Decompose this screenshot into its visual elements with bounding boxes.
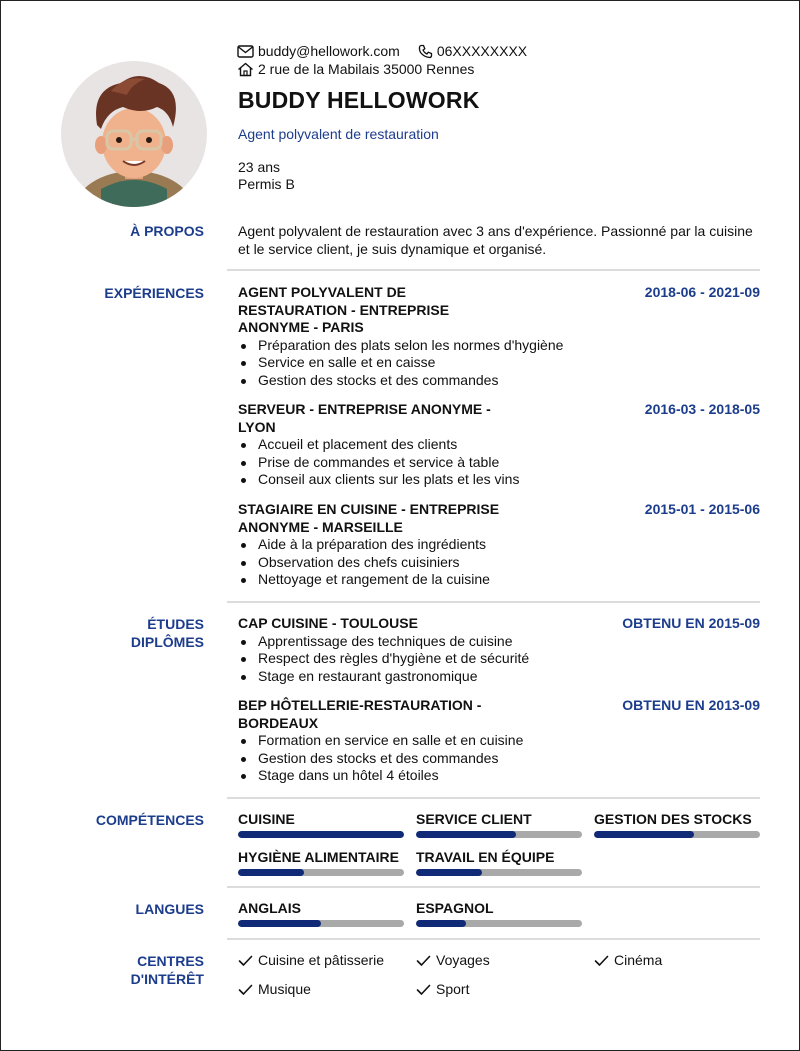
skill-level-bar	[416, 831, 582, 838]
language-name: ESPAGNOL	[416, 900, 494, 916]
language-level-fill	[416, 920, 466, 927]
checkmark-icon	[416, 955, 431, 967]
education-title: CAP CUISINE - TOULOUSE	[238, 615, 418, 631]
age-text: 23 ans	[238, 159, 281, 175]
interest-item	[238, 952, 384, 969]
skill-name: TRAVAIL EN ÉQUIPE	[416, 849, 555, 865]
phone-group	[418, 42, 527, 60]
interest-label: Voyages	[436, 952, 490, 968]
experience-title: SERVEUR - ENTREPRISE ANONYME - LYON	[238, 401, 491, 435]
divider-experiences	[227, 601, 760, 603]
experience-date: 2016-03 - 2018-05	[644, 401, 760, 417]
language-name: ANGLAIS	[238, 900, 301, 916]
interest-label: Sport	[436, 981, 470, 997]
education-date: OBTENU EN 2013-09	[622, 697, 760, 713]
language-level-bar	[238, 920, 404, 927]
house-icon	[237, 62, 254, 77]
interest-item	[238, 981, 311, 998]
skill-level-bar	[594, 831, 760, 838]
avatar	[61, 61, 207, 207]
bullet-item: Accueil et placement des clients	[238, 436, 760, 454]
checkmark-icon	[238, 984, 253, 996]
education-entry	[238, 615, 760, 685]
bullet-item: Prise de commandes et service à table	[238, 454, 760, 472]
contact-row-primary	[237, 42, 527, 60]
skill-item	[416, 849, 582, 876]
skill-item	[594, 811, 760, 838]
skill-level-bar	[238, 869, 404, 876]
section-label-skills: COMPÉTENCES	[95, 812, 204, 828]
education-date: OBTENU EN 2015-09	[622, 615, 760, 631]
education-bullets	[238, 633, 760, 686]
avatar-illustration	[61, 61, 207, 207]
bullet-item: Observation des chefs cuisiniers	[238, 554, 760, 572]
skill-level-fill	[238, 869, 304, 876]
experience-entry	[238, 284, 760, 389]
phone-text: 06XXXXXXXX	[436, 43, 528, 59]
bullet-item: Nettoyage et rangement de la cuisine	[238, 571, 760, 589]
divider-education	[227, 797, 760, 799]
job-title: Agent polyvalent de restauration	[238, 126, 439, 142]
skill-level-fill	[416, 831, 516, 838]
experience-date: 2015-01 - 2015-06	[644, 501, 760, 517]
checkmark-icon	[594, 955, 609, 967]
experience-bullets	[238, 337, 760, 390]
envelope-icon	[237, 45, 254, 58]
divider-skills	[227, 886, 760, 888]
bullet-item: Apprentissage des techniques de cuisine	[238, 633, 760, 651]
phone-icon	[418, 44, 433, 59]
about-text: Agent polyvalent de restauration avec 3 ans d'expérience. Passionné par la cuisine et le service client, je suis dynamique et organisé.	[238, 223, 753, 257]
divider-about	[227, 269, 760, 271]
interest-item	[416, 981, 469, 998]
section-label-about: À PROPOS	[130, 223, 204, 239]
interest-label: Cinéma	[614, 952, 663, 968]
skill-name: CUISINE	[238, 811, 295, 827]
section-label-line: ÉTUDES	[147, 616, 204, 632]
candidate-name: BUDDY HELLOWORK	[238, 87, 480, 113]
interest-label: Musique	[258, 981, 311, 997]
section-label-experiences: EXPÉRIENCES	[104, 285, 204, 301]
skill-item	[416, 811, 582, 838]
skill-level-bar	[416, 869, 582, 876]
skill-item	[238, 811, 404, 838]
experience-date: 2018-06 - 2021-09	[644, 284, 760, 300]
interest-label: Cuisine et pâtisserie	[258, 952, 385, 968]
skill-item	[238, 849, 404, 876]
experience-title: AGENT POLYVALENT DE RESTAURATION - ENTREPRISE ANONYME - PARIS	[238, 284, 450, 335]
divider-languages	[227, 938, 760, 940]
section-label-line: D'INTÉRÊT	[130, 971, 204, 987]
bullet-item: Respect des règles d'hygiène et de sécurité	[238, 650, 760, 668]
bullet-item: Préparation des plats selon les normes d'hygiène	[238, 337, 760, 355]
skill-level-fill	[238, 831, 404, 838]
bullet-item: Formation en service en salle et en cuisine	[238, 732, 760, 750]
bullet-item: Stage en restaurant gastronomique	[238, 668, 760, 686]
license-text: Permis B	[238, 176, 295, 192]
section-label-education	[131, 615, 204, 651]
skill-name: GESTION DES STOCKS	[594, 811, 752, 827]
skill-level-fill	[416, 869, 482, 876]
personal-details	[238, 159, 295, 193]
education-title: BEP HÔTELLERIE-RESTAURATION - BORDEAUX	[238, 697, 482, 731]
bullet-item: Service en salle et en caisse	[238, 354, 760, 372]
checkmark-icon	[416, 984, 431, 996]
contact-info	[237, 42, 527, 78]
experience-entry	[238, 501, 760, 589]
experience-title: STAGIAIRE EN CUISINE - ENTREPRISE ANONYME - MARSEILLE	[238, 501, 500, 535]
interest-item	[594, 952, 662, 969]
section-label-line: DIPLÔMES	[130, 634, 204, 650]
skill-level-fill	[594, 831, 694, 838]
experience-bullets	[238, 536, 760, 589]
section-label-interests	[131, 952, 204, 988]
bullet-item: Stage dans un hôtel 4 étoiles	[238, 767, 760, 785]
bullet-item: Gestion des stocks et des commandes	[238, 750, 760, 768]
skill-name: SERVICE CLIENT	[416, 811, 532, 827]
language-level-bar	[416, 920, 582, 927]
bullet-item: Gestion des stocks et des commandes	[238, 372, 760, 390]
education-bullets	[238, 732, 760, 785]
language-level-fill	[238, 920, 321, 927]
experience-bullets	[238, 436, 760, 489]
education-entry	[238, 697, 760, 785]
checkmark-icon	[238, 955, 253, 967]
address-text: 2 rue de la Mabilais 35000 Rennes	[258, 61, 475, 77]
language-item	[238, 900, 404, 927]
email-text: buddy@hellowork.com	[258, 43, 400, 59]
experience-entry	[238, 401, 760, 489]
bullet-item: Conseil aux clients sur les plats et les vins	[238, 471, 760, 489]
bullet-item: Aide à la préparation des ingrédients	[238, 536, 760, 554]
interest-item	[416, 952, 490, 969]
skill-level-bar	[238, 831, 404, 838]
contact-row-address	[237, 60, 527, 78]
section-label-line: CENTRES	[137, 953, 204, 969]
language-item	[416, 900, 582, 927]
section-label-languages: LANGUES	[135, 901, 204, 917]
skill-name: HYGIÈNE ALIMENTAIRE	[238, 849, 400, 865]
